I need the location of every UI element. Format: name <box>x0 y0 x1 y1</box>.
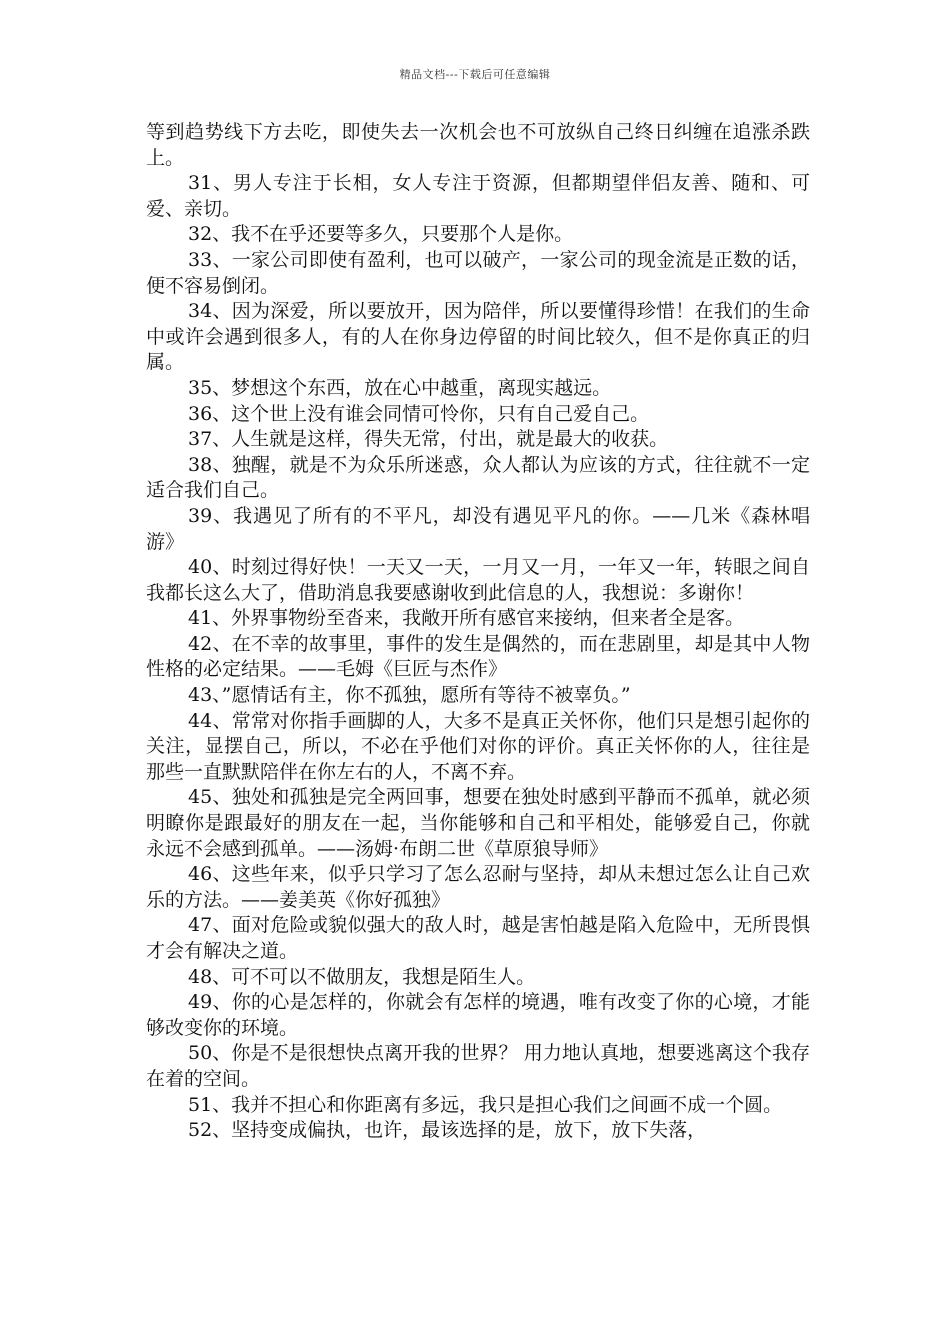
paragraph: 51、我并不担心和你距离有多远，我只是担心我们之间画不成一个圆。 <box>188 1093 783 1116</box>
paragraph: 等到趋势线下方去吃，即使失去一次机会也不可放纵自己终日纠缠在追涨杀跌上。 <box>146 121 810 169</box>
paragraph: 35、梦想这个东西，放在心中越重，离现实越远。 <box>188 376 612 399</box>
paragraph: 36、这个世上没有谁会同情可怜你，只有自己爱自己。 <box>188 402 650 425</box>
paragraph: 40、时刻过得好快！一天又一天，一月又一月，一年又一年，转眼之间自我都长这么大了，借助消息我要感谢收到此信息的人，我想说：多谢你！ <box>146 556 810 604</box>
paragraph: 33、一家公司即使有盈利，也可以破产，一家公司的现金流是正数的话，便不容易倒闭。 <box>146 248 810 297</box>
paragraph: 46、这些年来，似乎只学习了怎么忍耐与坚持，却从未想过怎么让自己欢乐的方法。——姜美英《你好孤独》 <box>146 863 810 911</box>
paragraph: 41、外界事物纷至沓来，我敞开所有感官来接纳，但来者全是客。 <box>188 607 745 630</box>
page-header: 精品文档---下载后可任意编辑 <box>399 68 551 81</box>
paragraph: 48、可不可以不做朋友，我想是陌生人。 <box>188 965 536 988</box>
paragraph: 38、独醒，就是不为众乐所迷惑，众人都认为应该的方式，往往就不一定适合我们自己。 <box>146 453 810 502</box>
paragraph: 42、在不幸的故事里，事件的发生是偶然的，而在悲剧里，却是其中人物性格的必定结果。——毛姆《巨匠与杰作》 <box>146 632 810 681</box>
paragraph: 34、因为深爱，所以要放开，因为陪伴，所以要懂得珍惜！在我们的生命中或许会遇到很多人，有的人在你身边停留的时间比较久，但不是你真正的归属。 <box>146 300 810 374</box>
paragraph: 44、常常对你指手画脚的人，大多不是真正关怀你，他们只是想引起你的关注，显摆自己，所以，不必在乎他们对你的评价。真正关怀你的人，往往是那些一直默默陪伴在你左右的人，不离不弃。 <box>146 709 810 783</box>
paragraph: 37、人生就是这样，得失无常，付出，就是最大的收获。 <box>188 428 669 451</box>
paragraph: 50、你是不是很想快点离开我的世界？ 用力地认真地，想要逃离这个我存在着的空间。 <box>146 1042 810 1090</box>
paragraph: 45、独处和孤独是完全两回事，想要在独处时感到平静而不孤单，就必须明瞭你是跟最好的朋友在一起，当你能够和自己和平相处，能够爱自己，你就永远不会感到孤单。——汤姆·布朗二世《草原狼导师》 <box>146 786 810 860</box>
paragraph: 43、”愿情话有主，你不孤独，愿所有等待不被辜负。” <box>188 684 631 707</box>
paragraph: 49、你的心是怎样的，你就会有怎样的境遇，唯有改变了你的心境，才能够改变你的环境。 <box>146 991 810 1039</box>
document-body <box>146 120 810 1144</box>
paragraph: 31、男人专注于长相，女人专注于资源，但都期望伴侣友善、随和、可爱、亲切。 <box>146 172 810 220</box>
paragraph: 32、我不在乎还要等多久，只要那个人是你。 <box>188 223 574 246</box>
paragraph: 39、我遇见了所有的不平凡，却没有遇见平凡的你。——几米《森林唱游》 <box>146 504 810 553</box>
paragraph: 47、面对危险或貌似强大的敌人时，越是害怕越是陷入危险中，无所畏惧才会有解决之道。 <box>146 914 810 962</box>
paragraph: 52、坚持变成偏执，也许，最该选择的是，放下，放下失落， <box>188 1119 707 1142</box>
